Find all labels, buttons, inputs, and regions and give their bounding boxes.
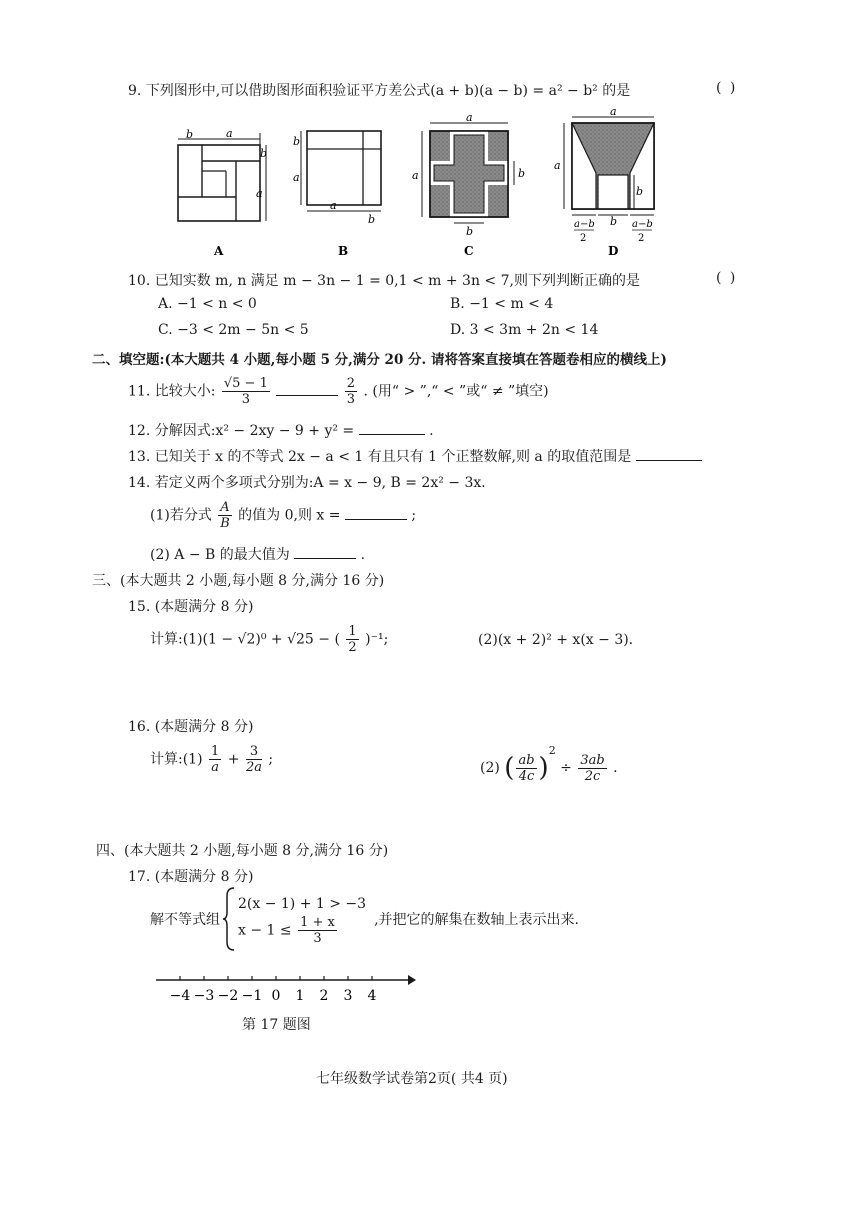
question-11-frac2-den: 3 — [346, 392, 356, 407]
question-16-p2-f1-num: ab — [518, 752, 535, 768]
question-11-frac2-num: 2 — [346, 376, 356, 391]
figure-d — [554, 105, 654, 258]
figure-b-caption: B — [338, 244, 349, 258]
question-16-p2-exponent: 2 — [548, 744, 556, 757]
question-14-fraction — [218, 500, 231, 531]
figure-a-caption: A — [214, 244, 224, 258]
question-17-suffix: ,并把它的解集在数轴上表示出来. — [374, 912, 579, 928]
figure-c-label-a2: a — [412, 169, 419, 182]
question-15-part1-prefix: 计算:(1)(1 − √2)⁰ + √25 − ( — [150, 631, 340, 648]
question-12-prefix: 12. 分解因式:x² − 2xy − 9 + y² = — [128, 423, 355, 439]
question-10-option-b: B. −1 < m < 4 — [450, 296, 554, 312]
figure-a-label-b: b — [186, 128, 194, 141]
figure-d-label-a: a — [610, 105, 617, 118]
question-14-part-1 — [150, 500, 416, 531]
section-2-title: 二、填空题:(本大题共 4 小题,每小题 5 分,满分 20 分. 请将答案直接填在答题卷相应的横线上) — [92, 352, 667, 368]
question-16-header: 16. (本题满分 8 分) — [128, 719, 254, 735]
question-14-part2-prefix: (2) A − B 的最大值为 — [150, 547, 290, 563]
number-line-tick-label: 0 — [271, 988, 281, 1004]
question-16-part-2: (2) ( $\frac{ab}{4c}$ )$^2$ ÷ $\frac{3ab}{2c}$ . — [480, 744, 618, 784]
figure-d-frac-right-den: 2 — [638, 233, 645, 244]
question-14-part2-suffix: . — [360, 547, 366, 563]
figure-b-label-b: b — [293, 135, 301, 148]
figure-a-label-b2: b — [260, 147, 268, 160]
question-11-suffix: . (用“ > ”,“ < ”或“ ≠ ”填空) — [363, 383, 549, 400]
question-14-frac-den: B — [220, 516, 230, 531]
question-17-system — [150, 886, 579, 952]
figure-d-caption: D — [608, 244, 619, 258]
figure-b-label-a2: a — [330, 199, 337, 212]
figure-b-label-b2: b — [368, 213, 376, 226]
question-14-part-2 — [150, 544, 365, 564]
question-16-p1-fraction-1 — [209, 744, 221, 775]
question-15-part-1 — [150, 624, 388, 655]
figure-a-label-a2: a — [256, 187, 263, 200]
question-15-header: 15. (本题满分 8 分) — [128, 599, 254, 615]
number-line-tick-label: 2 — [319, 988, 329, 1004]
question-12-suffix: . — [429, 423, 434, 439]
question-11-frac1-den: 3 — [241, 392, 251, 407]
question-13-answer-blank[interactable] — [636, 460, 702, 461]
figure-c — [412, 111, 525, 258]
question-9-figures — [150, 105, 680, 260]
question-14-part1-answer-blank[interactable] — [345, 519, 407, 520]
number-line-tick-label: −4 — [169, 988, 191, 1004]
number-line-tick-label: 4 — [367, 988, 377, 1004]
figure-a-label-a: a — [226, 127, 233, 140]
question-16-p2-fraction-1 — [516, 753, 536, 784]
question-16-p1-f1-num: 1 — [211, 744, 220, 759]
number-line-tick-label: −1 — [241, 988, 263, 1004]
question-13 — [128, 446, 702, 466]
question-14-part1-mid: 的值为 0,则 x = — [238, 507, 341, 524]
figure-c-caption: C — [464, 244, 474, 258]
question-16-p1-f1-den: a — [211, 760, 220, 775]
question-16-part-1 — [150, 744, 273, 775]
question-11 — [128, 376, 549, 407]
question-12-answer-blank[interactable] — [359, 434, 425, 435]
figure-d-label-a2: a — [554, 159, 561, 172]
number-line-tick-label: −3 — [193, 988, 215, 1004]
question-17-ineq2-fraction — [298, 915, 337, 946]
number-line-tick-label: 3 — [343, 988, 353, 1004]
question-16-p1-f2-num: 3 — [246, 744, 262, 760]
number-line-tick-label: 1 — [295, 988, 305, 1004]
figure-d-frac-right-num: a−b — [632, 219, 653, 230]
question-17-inequality-2 — [238, 915, 366, 946]
question-11-answer-blank[interactable] — [276, 395, 338, 396]
question-16-p1-plus: + — [227, 751, 240, 768]
question-17-caption: 第 17 题图 — [242, 1017, 311, 1033]
question-17-ineq2-den: 3 — [313, 930, 322, 946]
question-16-part1-suffix: ; — [268, 751, 274, 768]
question-14-text: 14. 若定义两个多项式分别为:A = x − 9, B = 2x² − 3x. — [128, 475, 486, 491]
brace-icon — [222, 886, 236, 952]
question-16-p1-f2-den: 2a — [245, 760, 262, 775]
question-9-answer-paren: ( ) — [716, 80, 738, 96]
question-12 — [128, 420, 434, 440]
section-3-title: 三、(本大题共 2 小题,每小题 8 分,满分 16 分) — [92, 573, 385, 589]
section-4-title: 四、(本大题共 2 小题,每小题 8 分,满分 16 分) — [96, 843, 389, 859]
question-17-prefix: 解不等式组 — [150, 912, 220, 928]
figure-d-label-b: b — [636, 185, 644, 198]
question-17-inequality-1: 2(x − 1) + 1 > −3 — [238, 895, 367, 912]
question-10-option-c: C. −3 < 2m − 5n < 5 — [158, 322, 309, 338]
question-15-fraction — [346, 624, 358, 655]
question-16-p2-fraction-2 — [578, 753, 606, 784]
question-16-p2-div: ÷ — [560, 760, 572, 776]
question-16-part1-prefix: 计算:(1) — [150, 751, 203, 768]
figure-d-label-b2: b — [610, 215, 618, 228]
figure-a — [178, 127, 267, 258]
question-11-fraction-1 — [222, 376, 270, 407]
question-11-frac1-num: √5 − 1 — [223, 376, 268, 391]
question-17-ineq2-left: x − 1 ≤ — [238, 922, 292, 938]
figure-c-label-b: b — [518, 167, 526, 180]
question-15-part1-suffix: )⁻¹; — [365, 631, 389, 648]
question-17-header: 17. (本题满分 8 分) — [128, 869, 254, 885]
figure-b — [293, 131, 381, 258]
question-14-frac-num: A — [220, 500, 230, 515]
question-14-part1-prefix: (1)若分式 — [150, 507, 212, 524]
question-16-p2-f2-num: 3ab — [580, 752, 605, 768]
question-10-option-d: D. 3 < 3m + 2n < 14 — [450, 322, 599, 338]
question-15-frac-num: 1 — [348, 624, 357, 639]
question-16-p2-f2-den: 2c — [584, 768, 601, 784]
number-line — [150, 968, 420, 1008]
figure-c-label-a: a — [466, 111, 473, 124]
question-14-part2-answer-blank[interactable] — [294, 558, 356, 559]
question-10-option-a: A. −1 < n < 0 — [158, 296, 257, 312]
question-11-fraction-2 — [345, 376, 357, 407]
question-16-p2-f1-den: 4c — [518, 768, 535, 784]
question-17-inequalities — [238, 893, 366, 946]
figure-d-frac-left-num: a−b — [574, 219, 595, 230]
question-10-text: 10. 已知实数 m, n 满足 m − 3n − 1 = 0,1 < m + 3n < 7,则下列判断正确的是 — [128, 273, 640, 289]
question-11-prefix: 11. 比较大小: — [128, 383, 216, 400]
question-16-p1-fraction-2 — [246, 744, 262, 775]
page-footer: 七年级数学试卷第2页( 共4 页) — [316, 1071, 508, 1087]
question-15-part-2: (2)(x + 2)² + x(x − 3). — [478, 632, 634, 648]
arrow-right-icon — [408, 975, 416, 985]
question-17-ineq2-num: 1 + x — [300, 914, 335, 930]
question-16-part2-prefix: (2) — [480, 760, 500, 776]
question-9-text: 9. 下列图形中,可以借助图形面积验证平方差公式(a + b)(a − b) = a² − b² 的是 — [128, 83, 631, 99]
figure-c-label-b2: b — [466, 225, 474, 238]
figure-d-frac-left-den: 2 — [580, 233, 587, 244]
question-13-text: 13. 已知关于 x 的不等式 2x − a < 1 有且只有 1 个正整数解,则 a 的取值范围是 — [128, 449, 632, 465]
question-10-answer-paren: ( ) — [716, 270, 738, 286]
number-line-tick-label: −2 — [217, 988, 239, 1004]
question-14-part1-suffix: ; — [411, 507, 417, 524]
figure-b-label-a: a — [293, 171, 300, 184]
question-15-frac-den: 2 — [348, 640, 357, 655]
question-16-part2-suffix: . — [613, 760, 618, 776]
